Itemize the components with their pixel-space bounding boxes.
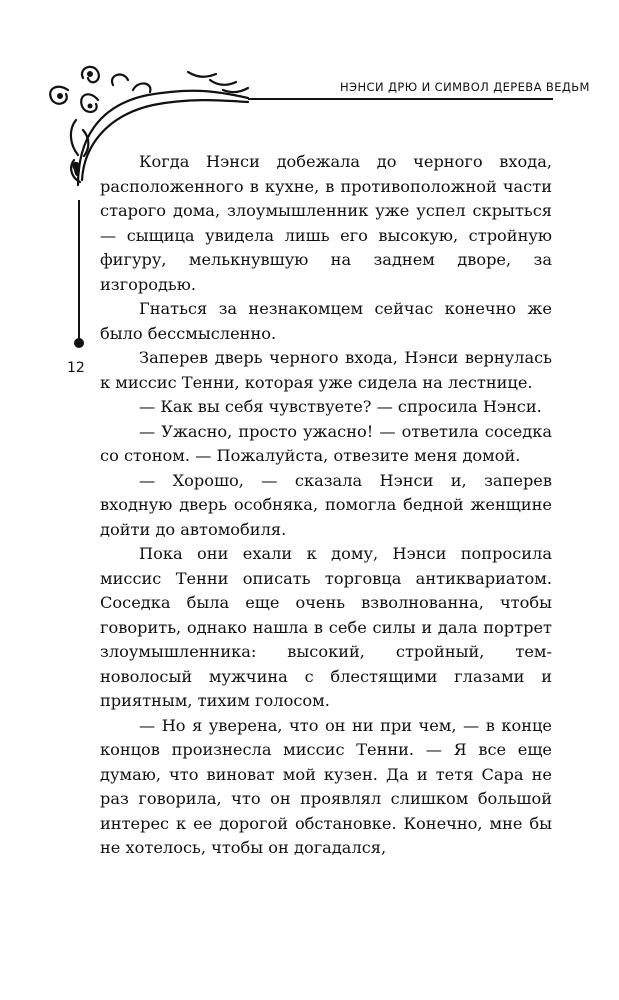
paragraph: — Но я уверена, что он ни при чем, — в конце концов произнесла миссис Тенни. — Я все еще думаю, что виноват мой кузен. Да и тетя Сара не раз говорила, что он проявлял слишком большой интерес к ее дорогой обстановке. Конечно, мне бы не хотелось, чтобы он догадался, [100,715,552,857]
paragraph: Пока они ехали к дому, Нэнси попросила миссис Тенни описать торговца антиквариатом. Соседка была еще очень взволнованна, чтобы говорить, однако нашла в себе силы и дала портрет злоумышленника: высокий, стройный, темноволосый мужчина с блестящими глазами и приятным, тихим голосом. [100,544,552,710]
page-number: 12 [67,360,85,376]
running-header-title: НЭНСИ ДРЮ И СИМВОЛ ДЕРЕВА ВЕДЬМ [340,80,590,94]
body-text [100,150,552,861]
paragraph: Заперев дверь черного входа, Нэнси вернулась к миссис Тенни, которая уже сидела на лестнице. [100,348,552,392]
paragraph: — Ужасно, просто ужасно! — ответила соседка со стоном. — Пожалуйста, отвезите меня домой. [100,421,552,465]
margin-vertical-rule [78,200,80,340]
header-rule [248,98,553,100]
margin-rule-dot [74,338,84,348]
paragraph: Когда Нэнси добежала до черного входа, расположенного в кухне, в противоположной части старого дома, злоумышленник уже успел скрыться — сыщица увидела лишь его высокую, стройную фигуру, мелькнувшую на заднем дворе, за изгородью. [100,152,552,294]
paragraph: Гнаться за незнакомцем сейчас конечно же было бессмысленно. [100,299,552,343]
paragraph: — Хорошо, — сказала Нэнси и, заперев входную дверь особняка, помогла бедной женщине дойти до автомобиля. [100,470,552,539]
paragraph: — Как вы себя чувствуете? — спросила Нэнси. [139,397,542,416]
